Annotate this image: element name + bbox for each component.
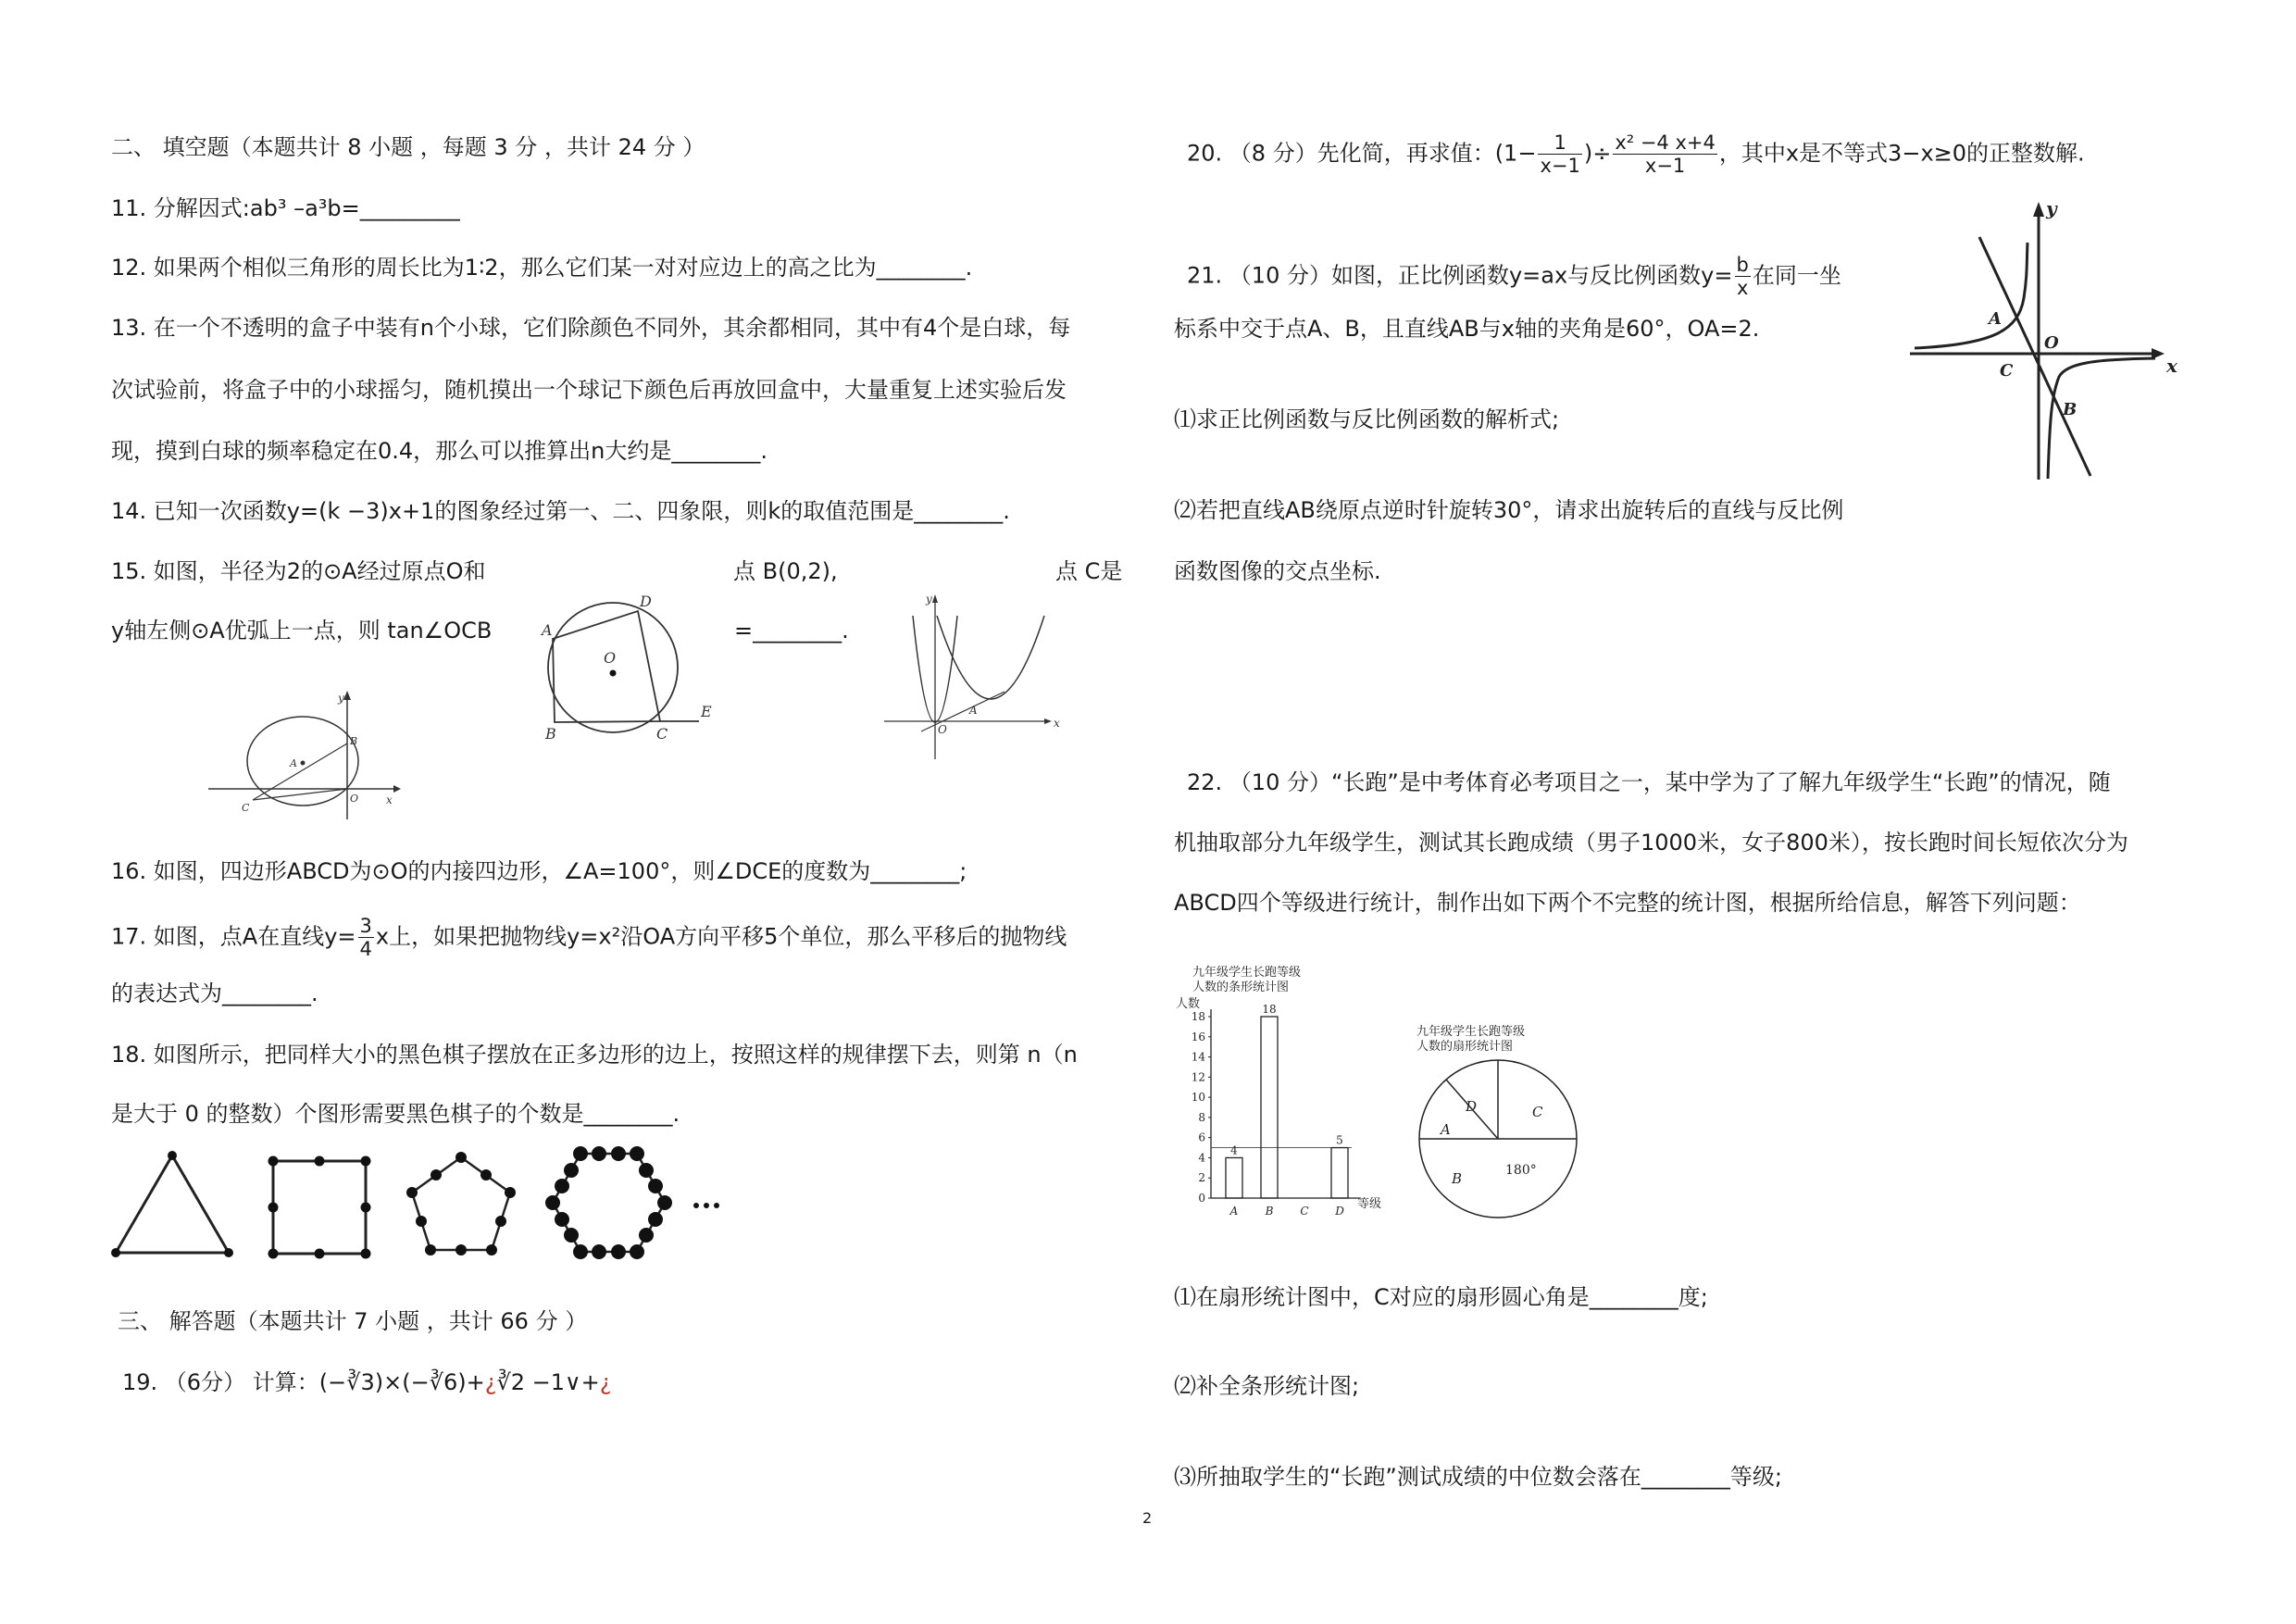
section-3-heading: 三、 解答题（本题共计 7 小题 ，共计 66 分 ） <box>118 1308 588 1334</box>
label-c: C <box>656 725 668 743</box>
page-number: 2 <box>1142 1509 1153 1527</box>
figure-q15 <box>199 685 403 824</box>
bar-ytick-2: 2 <box>1198 1171 1205 1185</box>
bar-data-label-A: 4 <box>1230 1143 1238 1157</box>
bar-ytick-4: 4 <box>1198 1151 1205 1165</box>
q20-fraction1-num: 1 <box>1538 131 1581 155</box>
q17-fraction-den: 4 <box>359 938 372 960</box>
q17-fraction <box>358 915 374 960</box>
question-22-line3: ABCD四个等级进行统计，制作出如下两个不完整的统计图，根据所给信息，解答下列问题： <box>1174 890 2081 916</box>
label-o: O <box>2044 333 2059 353</box>
bar-chart-data-labels <box>1230 1003 1343 1156</box>
bar-chart-xlabel: 等级 <box>1357 1197 1382 1211</box>
bar-ytick-16: 16 <box>1191 1030 1205 1043</box>
question-11: 11. 分解因式:ab³ –a³b=_________ <box>111 195 460 221</box>
x-arrow <box>393 785 401 793</box>
bar-D <box>1331 1148 1348 1198</box>
question-13-line3: 现，摸到白球的频率稳定在0.4，那么可以推算出n大约是________. <box>111 438 768 464</box>
bar-chart-axes <box>1211 1009 1359 1198</box>
y-arrow <box>343 691 351 700</box>
parabola-shifted <box>937 616 1044 699</box>
quadrilateral-abcd <box>553 611 660 722</box>
question-13-line2: 次试验前，将盒子中的小球摇匀，随机摸出一个球记下颜色后再放回盒中，大量重复上述实验后发 <box>111 377 1067 403</box>
bar-category-A: A <box>1229 1205 1239 1218</box>
bar-ytick-6: 6 <box>1198 1131 1205 1144</box>
bar-ytick-12: 12 <box>1191 1070 1205 1084</box>
label-y: y <box>2046 197 2057 219</box>
label-o: O <box>350 793 359 805</box>
bar-category-C: C <box>1300 1205 1309 1218</box>
bar-chart-ylabel: 人数 <box>1176 997 1201 1011</box>
question-16: 16. 如图，四边形ABCD为⊙O的内接四边形，∠A=100°，则∠DCE的度数为________; <box>111 858 967 884</box>
label-a: A <box>542 621 553 639</box>
pie-chart-title-2: 人数的扇形统计图 <box>1416 1040 1514 1054</box>
label-e: E <box>701 703 712 720</box>
bar-chart-title-2: 人数的条形统计图 <box>1192 981 1290 994</box>
segment-cb <box>253 743 347 800</box>
bar-data-label-B: 18 <box>1262 1003 1277 1016</box>
label-a: A <box>969 704 978 717</box>
bar-chart-tick-labels <box>1192 1010 1211 1205</box>
bar-ytick-18: 18 <box>1191 1010 1205 1023</box>
bar-chart-title-1: 九年级学生长跑等级 <box>1192 966 1302 980</box>
pie-label-b: B <box>1452 1170 1463 1187</box>
label-x: x <box>386 793 393 806</box>
figure-q18 <box>106 1146 736 1267</box>
q21-fraction-num: b <box>1736 254 1749 276</box>
q20-fraction2 <box>1613 131 1717 177</box>
figure-q21 <box>1905 196 2183 483</box>
bar-A <box>1226 1157 1242 1198</box>
hyperbola-upper-left <box>1915 243 2028 348</box>
bar-ytick-14: 14 <box>1191 1050 1205 1064</box>
question-12: 12. 如果两个相似三角形的周长比为1∶2，那么它们某一对对应边上的高之比为________. <box>111 255 973 281</box>
bar-chart <box>1174 959 1387 1223</box>
center-o-dot <box>610 670 617 677</box>
question-15-line2a: y轴左侧⊙A优弧上一点，则 tan∠OCB <box>111 618 493 643</box>
figure-q17 <box>880 588 1065 764</box>
bar-ytick-0: 0 <box>1198 1192 1205 1205</box>
question-20 <box>1187 131 2085 177</box>
label-a: A <box>290 757 297 769</box>
pie-annotation: 180° <box>1505 1163 1537 1178</box>
ellipsis-dots <box>693 1203 719 1208</box>
q21-fraction <box>1735 254 1751 299</box>
q20-fraction2-den: x−1 <box>1644 155 1686 177</box>
question-22-sub1: ⑴在扇形统计图中，C对应的扇形圆心角是________度; <box>1174 1284 1708 1310</box>
section-2-heading: 二、 填空题（本题共计 8 小题 ，每题 3 分 ，共计 24 分 ） <box>111 134 705 160</box>
bar-chart-bars <box>1226 1017 1348 1198</box>
hexagon-pattern <box>545 1146 672 1259</box>
question-18-line1: 18. 如图所示，把同样大小的黑色棋子摆放在正多边形的边上，按照这样的规律摆下去，则第 n（n <box>111 1042 1078 1068</box>
label-b: B <box>350 735 358 747</box>
question-18-line2: 是大于 0 的整数）个图形需要黑色棋子的个数是________. <box>111 1101 680 1127</box>
q19-text: 19. （6分） 计算：(−∛3)×(−∛6)+ <box>122 1369 485 1395</box>
q17-post: x上，如果把抛物线y=x²沿OA方向平移5个单位，那么平移后的抛物线 <box>375 923 1067 950</box>
q20-post: ，其中x是不等式3−x≥0的正整数解. <box>1718 140 2085 167</box>
label-x: x <box>1054 717 1060 730</box>
question-21-sub2b: 函数图像的交点坐标. <box>1174 558 1381 584</box>
q17-pre: 17. 如图，点A在直线y= <box>111 923 356 950</box>
label-c: C <box>2000 361 2014 381</box>
label-d: D <box>640 593 652 610</box>
q20-fraction2-num: x² −4 x+4 <box>1615 131 1716 154</box>
q19-garble1: ¿ <box>484 1369 497 1395</box>
q20-fraction1 <box>1538 131 1581 177</box>
question-22-line2: 机抽取部分九年级学生，测试其长跑成绩（男子1000米，女子800米），按长跑时间长短依次分为 <box>1174 830 2128 856</box>
bar-ytick-10: 10 <box>1191 1091 1205 1105</box>
question-22-sub3: ⑶所抽取学生的“长跑”测试成绩的中位数会落在________等级; <box>1174 1464 1782 1490</box>
question-13-line1: 13. 在一个不透明的盒子中装有n个小球，它们除颜色不同外，其余都相同，其中有4个是白球，每 <box>111 315 1071 341</box>
question-19 <box>122 1367 611 1398</box>
pie-label-d: D <box>1466 1098 1478 1115</box>
q20-pre: 20. （8 分）先化简，再求值：(1− <box>1187 140 1537 167</box>
bar-data-label-D: 5 <box>1336 1133 1343 1147</box>
label-x: x <box>2166 355 2177 377</box>
pentagon-pattern <box>406 1152 516 1255</box>
center-a-dot <box>301 761 306 766</box>
q21-post: 在同一坐 <box>1752 262 1841 289</box>
q17-fraction-num: 3 <box>359 915 372 937</box>
label-b: B <box>545 725 556 743</box>
pie-label-a: A <box>1441 1121 1451 1138</box>
label-y: y <box>338 692 344 705</box>
question-22-line1: 22. （10 分）“长跑”是中考体育必考项目之一，某中学为了了解九年级学生“长跑”的情况，随 <box>1187 769 2111 795</box>
line-oa <box>921 692 1004 731</box>
bar-category-B: B <box>1265 1205 1274 1218</box>
question-14: 14. 已知一次函数y=(k −3)x+1的图象经过第一、二、四象限，则k的取值范围是________. <box>111 498 1010 524</box>
y-arrow <box>932 594 938 603</box>
question-21-line2: 标系中交于点A、B，且直线AB与x轴的夹角是60°，OA=2. <box>1174 316 1760 342</box>
question-21 <box>1187 254 1841 299</box>
label-b: B <box>2063 400 2078 419</box>
pie-chart-title-1: 九年级学生长跑等级 <box>1416 1025 1526 1039</box>
question-21-sub1: ⑴求正比例函数与反比例函数的解析式; <box>1174 406 1560 432</box>
question-15-part2: 点 B(0,2), <box>733 558 838 584</box>
label-o: O <box>938 723 947 736</box>
q20-mid: )÷ <box>1583 140 1612 167</box>
bar-ytick-8: 8 <box>1198 1110 1205 1124</box>
question-22-sub2: ⑵补全条形统计图; <box>1174 1373 1360 1399</box>
q19-garble2: ¿ <box>599 1369 612 1395</box>
pie-label-c: C <box>1532 1104 1543 1120</box>
q20-fraction1-den: x−1 <box>1540 155 1580 177</box>
question-15-part3: 点 C是 <box>1055 558 1123 584</box>
q21-pre: 21. （10 分）如图，正比例函数y=ax与反比例函数y= <box>1187 262 1733 289</box>
label-a: A <box>1989 309 2002 329</box>
question-17 <box>111 915 1067 960</box>
pie-chart <box>1405 1018 1591 1231</box>
q19-mid: ∛2 −1∨+ <box>496 1369 600 1395</box>
question-17-line2: 的表达式为________. <box>111 981 318 1006</box>
bar-chart-category-labels <box>1229 1205 1345 1218</box>
figure-q16 <box>542 593 727 741</box>
triangle-pattern <box>111 1151 233 1257</box>
question-15-part1: 15. 如图，半径为2的⊙A经过原点O和 <box>111 558 486 584</box>
q21-fraction-den: x <box>1736 277 1749 299</box>
label-c: C <box>242 802 250 814</box>
label-y: y <box>926 593 932 606</box>
label-o: O <box>604 649 617 667</box>
y-arrow <box>2033 202 2044 217</box>
question-15-line2b: =________. <box>734 618 849 643</box>
bar-category-D: D <box>1335 1205 1344 1218</box>
square-pattern <box>268 1156 371 1259</box>
question-21-sub2a: ⑵若把直线AB绕原点逆时针旋转30°，请求出旋转后的直线与反比例 <box>1174 497 1844 523</box>
x-arrow <box>1044 718 1052 724</box>
line-ab <box>1979 237 2090 476</box>
bar-B <box>1261 1017 1278 1198</box>
